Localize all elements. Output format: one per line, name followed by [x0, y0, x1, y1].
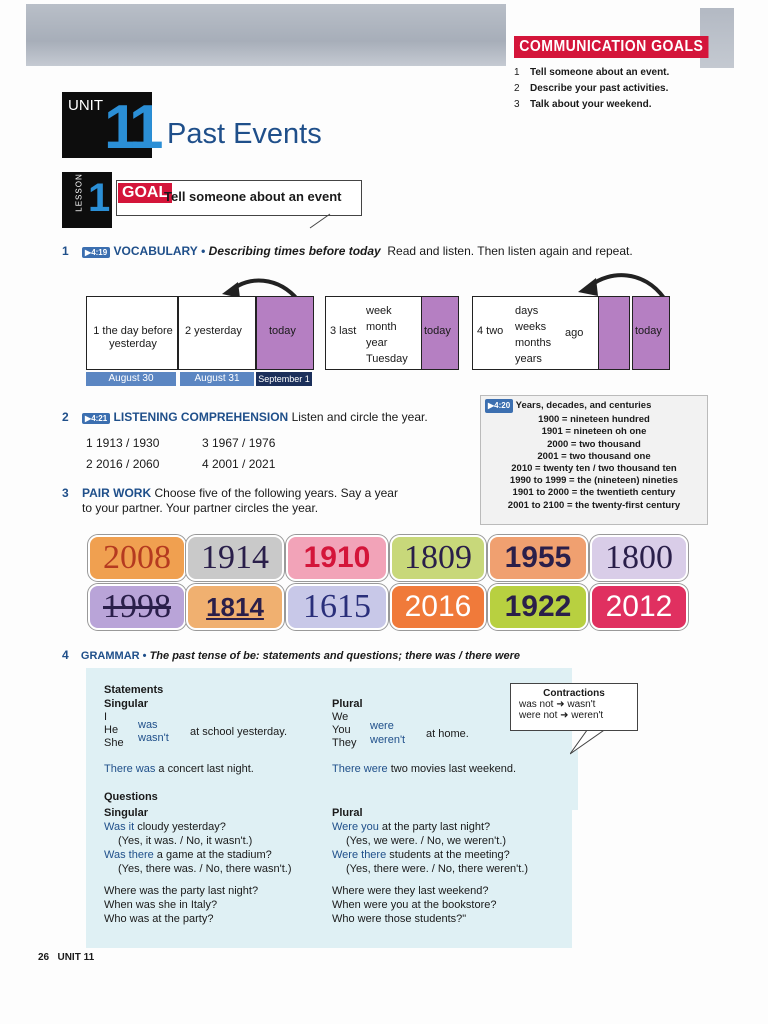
year-tile[interactable]: 2016 [390, 584, 486, 630]
questions-heading: Questions [104, 791, 158, 803]
lesson-label: LESSON [74, 173, 84, 212]
unit-title: Past Events [167, 118, 322, 150]
exercise-1-heading: 1 ▶4:19 VOCABULARY • Describing times before today Read and listen. Then listen again and repeat. [62, 244, 633, 258]
year-tile[interactable]: 1922 [488, 584, 588, 630]
listening-items [86, 433, 275, 475]
wh-singular-list: Where was the party last night? When was she in Italy? Who was at the party? [104, 885, 259, 925]
plural-heading: Plural [332, 698, 363, 710]
exercise-3: 3 PAIR WORK Choose five of the following years. Say a year to your partner. Your partner circles the year. [62, 486, 398, 515]
page-footer: 26 UNIT 11 [38, 952, 95, 963]
q-singular-heading: Singular [104, 807, 149, 819]
plural-verbs: were weren't [370, 720, 406, 746]
goal-badge: GOAL [118, 183, 172, 203]
goal-item: 3 Talk about your weekend. [514, 99, 652, 110]
lesson-number: 1 [88, 176, 111, 220]
singular-verbs: was wasn't [138, 719, 169, 744]
exercise-2-heading: 2 ▶4:21 LISTENING COMPREHENSION Listen and circle the year. [62, 410, 428, 424]
singular-subjects: I He She [104, 711, 124, 749]
audio-track-badge[interactable]: ▶4:21 [82, 413, 110, 424]
statements-heading: Statements [104, 684, 164, 696]
year-tile[interactable]: 1814 [186, 584, 284, 630]
grammar-box-edge [572, 750, 578, 810]
years-reference-box: ▶4:20 Years, decades, and centuries 1900 = nineteen hundred 1901 = nineteen oh one 2000 = two thousand 2001 = two thousand one 2010 = twenty ten / two thousand ten 1990 to 1999 = the (nineteen) nineties 1901 to 2000 = the twentieth century 2001 to 2100 = the twenty-first century [480, 395, 708, 525]
q-plural-heading: Plural [332, 807, 363, 819]
plural-subjects: We You They [332, 711, 357, 749]
year-tile[interactable]: 1615 [286, 584, 388, 630]
goal-item: 1 Tell someone about an event. [514, 67, 670, 78]
year-tile[interactable]: 1914 [186, 535, 284, 581]
q-singular-list: Was it cloudy yesterday? (Yes, it was. / No, it wasn't.) Was there a game at the stadium? (Yes, there was. / No, there wasn't.) [104, 821, 292, 875]
singular-heading: Singular [104, 698, 149, 710]
date-aug-30: August 30 [86, 372, 176, 386]
vocab-two-ago: 4 two days weeks months years ago [472, 296, 600, 370]
year-tile[interactable]: 1955 [488, 535, 588, 581]
header-band [26, 4, 506, 66]
vocab-day-before: 1 the day before yesterday [86, 296, 178, 370]
exercise-4-heading: 4 GRAMMAR • The past tense of be: statements and questions; there was / there were [62, 648, 521, 662]
plural-rest: at home. [426, 728, 469, 740]
vocab-yesterday: 2 yesterday [178, 296, 256, 370]
date-sep-1: September 1 [256, 372, 312, 386]
there-were-example: There were two movies last weekend. [332, 763, 517, 775]
goal-item: 2 Describe your past activities. [514, 83, 669, 94]
vocab-today-1: today [256, 296, 314, 370]
audio-track-badge[interactable]: ▶4:19 [82, 247, 110, 258]
year-tile[interactable]: 1998 [88, 584, 186, 630]
audio-track-badge[interactable]: ▶4:20 [485, 399, 513, 413]
year-tile[interactable]: 2012 [590, 584, 688, 630]
q-plural-list: Were you at the party last night? (Yes, we were. / No, we weren't.) Were there students at the meeting? (Yes, there were. / No, there weren't.) [332, 821, 529, 875]
year-tile[interactable]: 1809 [390, 535, 486, 581]
listening-item[interactable]: 3 1967 / 1976 [202, 436, 276, 450]
communication-goals-list [514, 65, 669, 113]
listening-item[interactable]: 4 2001 / 2021 [202, 457, 276, 471]
contractions-box: Contractions was not ➜ wasn't were not ➜ weren't [510, 683, 638, 731]
goal-pointer [300, 212, 340, 232]
date-aug-31: August 31 [180, 372, 254, 386]
vocab-last: 3 last week month year Tuesday [325, 296, 423, 370]
wh-plural-list: Where were they last weekend? When were you at the bookstore? Who were those students?" [332, 885, 497, 925]
year-tile[interactable]: 1800 [590, 535, 688, 581]
there-was-example: There was a concert last night. [104, 763, 254, 775]
unit-number: 11 [104, 93, 158, 162]
listening-item[interactable]: 1 1913 / 1930 [86, 436, 160, 450]
vocab-purple-strip [598, 296, 630, 370]
listening-item[interactable]: 2 2016 / 2060 [86, 457, 160, 471]
vocab-today-3: today [632, 296, 670, 370]
communication-goals-title: COMMUNICATION GOALS [514, 36, 709, 58]
singular-rest: at school yesterday. [190, 726, 288, 738]
year-tile[interactable]: 2008 [88, 535, 186, 581]
vocab-today-2: today [421, 296, 459, 370]
year-tile[interactable]: 1910 [286, 535, 388, 581]
goal-text: Tell someone about an event [164, 189, 342, 204]
unit-label: UNIT [68, 97, 103, 114]
